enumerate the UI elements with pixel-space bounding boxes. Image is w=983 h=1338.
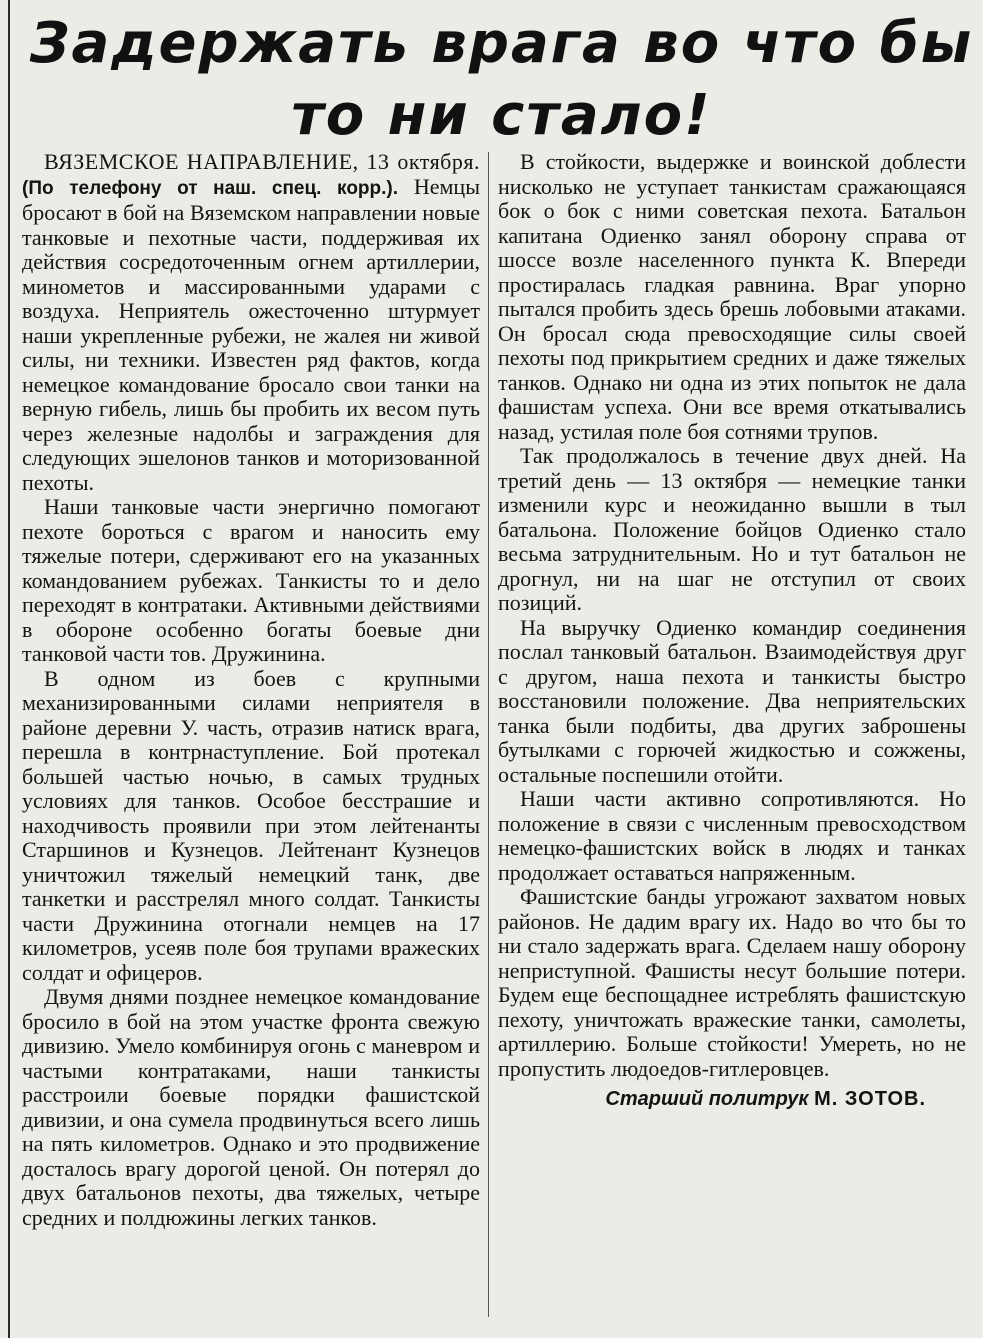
- headline: [20, 8, 983, 152]
- dateline: ВЯЗЕМСКОЕ НАПРАВЛЕНИЕ, 13 октября.: [44, 149, 480, 174]
- signature-title: Старший политрук: [605, 1088, 809, 1110]
- signature: [498, 1087, 966, 1112]
- article-column-right: [498, 150, 966, 1112]
- article-paragraph-9: Фашистские банды угрожают захватом новых районов. Не дадим врагу их. Надо во что бы то ни стало задержать врага. Сделаем нашу оборону неприступной. Фашисты несут большие потери. Будем еще беспощаднее истреблять фашистскую пехоту, уничтожать вражеские танки, самолеты, артиллерию. Больше стойкости! Умереть, но не пропустить людоедов-гитлеровцев.: [498, 884, 966, 1081]
- column-divider: [488, 152, 489, 1317]
- article-column-left: [22, 150, 480, 1230]
- article-paragraph-5: В стойкости, выдержке и воинской доблести нисколько не уступает танкистам сражающаяся бок о бок с ними советская пехота. Батальон капитана Одиенко занял оборону справа от шоссе возле населенного пункта К. Впереди простиралась гладкая равнина. Враг упорно пытался пробить здесь брешь лобовыми атаками. Он бросал сюда превосходящие силы своей пехоты под прикрытием средних и даже тяжелых танков. Однако ни одна из этих попыток не дала фашистам успеха. Они все время откатывались назад, устилая поле боя сотнями трупов.: [498, 149, 966, 444]
- article-paragraph-4: Двумя днями позднее немецкое командование бросило в бой на этом участке фронта свежую дивизию. Умело комбинируя огонь с маневром и частыми контратаками, наши танкисты расстроили боевые порядки фашистской дивизии, и она сумела продвинуться всего лишь на пять километров. Однако и это продвижение досталось врагу дорогой ценой. Он потерял до двух батальонов пехоты, два тяжелых, четыре средних и полдюжины легких танков.: [22, 984, 480, 1230]
- article-paragraph-7: На выручку Одиенко командир соединения послал танковый батальон. Взаимодействуя друг с другом, наша пехота и танкисты быстро восстановили положение. Два неприятельских танка были подбиты, два других заброшены бутылками с горючей жидкостью и сожжены, остальные поспешили отойти.: [498, 614, 966, 787]
- article-paragraph-8: Наши части активно сопротивляются. Но положение в связи с численным превосходством немецко-фашистских войск в людях и танках продолжает оставаться напряженным.: [498, 786, 966, 885]
- article-paragraph-3: В одном из боев с крупными механизированными силами неприятеля в районе деревни У. часть, отразив натиск врага, перешла в контрнаступление. Бой протекал большей частью ночью, в самых трудных условиях для танков. Особое бесстрашие и находчивость проявили при этом лейтенанты Старшинов и Кузнецов. Лейтенант Кузнецов уничтожил тяжелый немецкий танк, две танкетки и расстрелял много солдат. Танкисты части Дружинина отогнали немцев на 17 километров, усеяв поле боя трупами вражеских солдат и офицеров.: [22, 665, 480, 985]
- signature-name: М. ЗОТОВ.: [814, 1088, 926, 1110]
- source-line: (По телефону от наш. спец. корр.).: [22, 177, 399, 199]
- article-paragraph-2: Наши танковые части энергично помогают пехоте бороться с врагом и наносить ему тяжелые потери, сдерживают его на указанных командованием рубежах. Танкисты то и дело переходят в контратаки. Активными действиями в обороне особенно богаты боевые дни танковой части тов. Дружинина.: [22, 494, 480, 666]
- article-paragraph-1: [22, 150, 480, 495]
- article-paragraph-6: Так продолжалось в течение двух дней. На третий день — 13 октября — немецкие танки изменили курс и неожиданно вышли в тыл батальона. Положение бойцов Одиенко стало весьма затруднительным. Но и тут батальон не дрогнул, ни на шаг не отступил от своих позиций.: [498, 443, 966, 615]
- paragraph-1-text: Немцы бросают в бой на Вяземском направлении новые танковые и пехотные части, поддерживая их действия сосредоточенным огнем артиллерии, минометов и массированными ударами с воздуха. Неприятель ожесточенно штурмует наши укрепленные рубежи, не жалея ни живой силы, ни техники. Известен ряд фактов, когда немецкое командование бросало свои танки на верную гибель, лишь бы пробить их весом путь через железные надолбы и заграждения для следующих эшелонов танков и моторизованной пехоты.: [22, 173, 480, 495]
- headline-line-1: Задержать врага во что бы: [29, 11, 974, 76]
- headline-line-2: то ни стало!: [291, 83, 712, 148]
- left-edge-rule: [8, 0, 10, 1338]
